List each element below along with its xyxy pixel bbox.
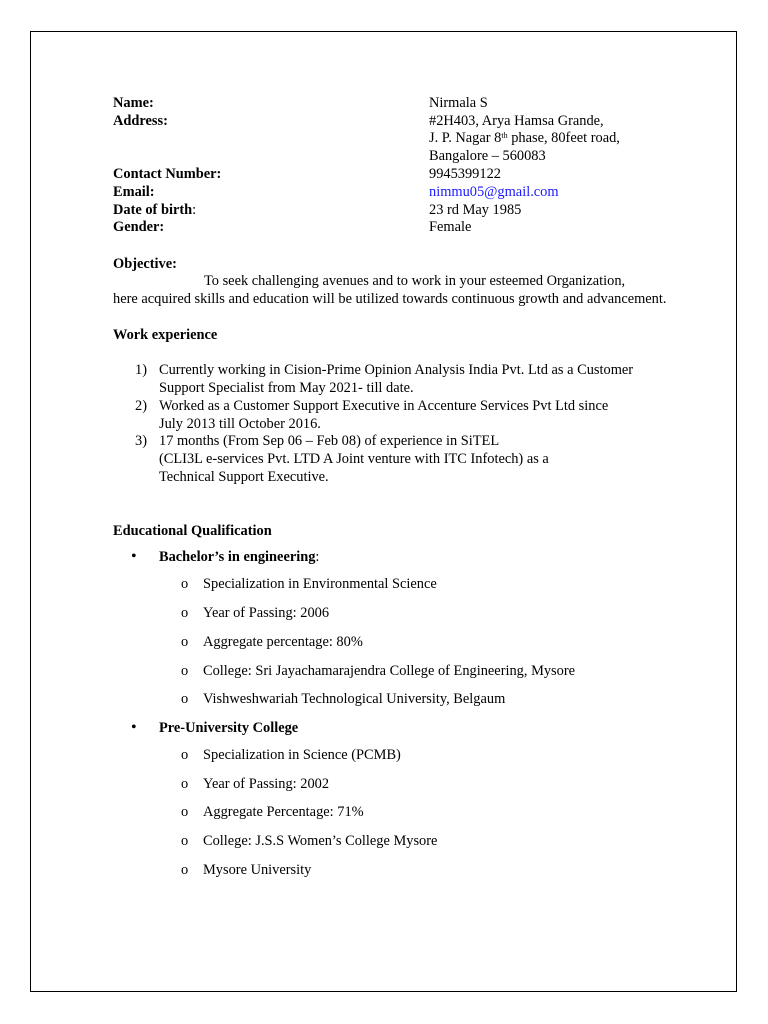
work-item-number: 2) bbox=[135, 398, 147, 414]
objective-line2: here acquired skills and education will be utilized towards continuous growth and advancement. bbox=[113, 291, 667, 307]
education-group-title bbox=[159, 719, 298, 737]
bullet-icon: • bbox=[131, 548, 137, 565]
sub-bullet-icon: o bbox=[181, 663, 189, 679]
education-item-text: Mysore University bbox=[203, 862, 312, 878]
work-item-number: 1) bbox=[135, 362, 147, 378]
address-line2 bbox=[429, 129, 620, 147]
education-group-title-suffix: : bbox=[315, 549, 320, 565]
education-item-text: Specialization in Science (PCMB) bbox=[203, 747, 401, 763]
objective-line1: To seek challenging avenues and to work in your esteemed Organization, bbox=[204, 273, 626, 289]
education-item-text: College: J.S.S Women’s College Mysore bbox=[203, 833, 438, 849]
address-line3: Bangalore – 560083 bbox=[429, 148, 546, 164]
dob-label bbox=[113, 201, 196, 219]
name-value: Nirmala S bbox=[429, 95, 488, 111]
education-item-text: Aggregate percentage: 80% bbox=[203, 634, 363, 650]
sub-bullet-icon: o bbox=[181, 747, 189, 763]
education-item-text: Specialization in Environmental Science bbox=[203, 576, 437, 592]
education-group-title bbox=[159, 548, 319, 566]
sub-bullet-icon: o bbox=[181, 776, 189, 792]
work-item-line: Support Specialist from May 2021- till date. bbox=[159, 380, 414, 396]
dob-label-text: Date of birth bbox=[113, 202, 193, 218]
sub-bullet-icon: o bbox=[181, 576, 189, 592]
work-item-number: 3) bbox=[135, 433, 147, 449]
education-heading: Educational Qualification bbox=[113, 523, 272, 539]
education-item-text: College: Sri Jayachamarajendra College of Engineering, Mysore bbox=[203, 663, 576, 679]
address-line1: #2H403, Arya Hamsa Grande, bbox=[429, 113, 604, 129]
work-heading: Work experience bbox=[113, 327, 218, 343]
dob-value: 23 rd May 1985 bbox=[429, 202, 522, 218]
address-line2-post: phase, 80feet road, bbox=[507, 130, 620, 146]
address-line2-sup: th bbox=[501, 131, 508, 140]
education-group-title-text: Bachelor’s in engineering bbox=[159, 549, 316, 565]
education-item-text: Year of Passing: 2002 bbox=[203, 776, 330, 792]
email-link[interactable]: nimmu05@gmail.com bbox=[429, 184, 559, 200]
sub-bullet-icon: o bbox=[181, 634, 189, 650]
work-item-line: July 2013 till October 2016. bbox=[159, 416, 321, 432]
objective-heading: Objective: bbox=[113, 256, 177, 272]
address-line2-pre: J. P. Nagar 8 bbox=[429, 130, 502, 146]
education-group-title-text: Pre-University College bbox=[159, 720, 299, 736]
work-item-line: (CLI3L e-services Pvt. LTD A Joint venture with ITC Infotech) as a bbox=[159, 451, 549, 467]
bullet-icon: • bbox=[131, 719, 137, 736]
dob-colon: : bbox=[192, 202, 197, 218]
education-item-text: Vishweshwariah Technological University, Belgaum bbox=[203, 691, 506, 707]
name-label: Name: bbox=[113, 95, 154, 111]
work-item-line: 17 months (From Sep 06 – Feb 08) of experience in SiTEL bbox=[159, 433, 500, 449]
email-label: Email: bbox=[113, 184, 155, 200]
sub-bullet-icon: o bbox=[181, 605, 189, 621]
contact-value: 9945399122 bbox=[429, 166, 501, 182]
gender-value: Female bbox=[429, 219, 472, 235]
education-item-text: Year of Passing: 2006 bbox=[203, 605, 330, 621]
education-item-text: Aggregate Percentage: 71% bbox=[203, 804, 364, 820]
sub-bullet-icon: o bbox=[181, 833, 189, 849]
gender-label: Gender: bbox=[113, 219, 165, 235]
work-item-line: Technical Support Executive. bbox=[159, 469, 329, 485]
address-label: Address: bbox=[113, 113, 168, 129]
contact-label: Contact Number: bbox=[113, 166, 222, 182]
work-item-line: Currently working in Cision-Prime Opinion Analysis India Pvt. Ltd as a Customer bbox=[159, 362, 634, 378]
sub-bullet-icon: o bbox=[181, 862, 189, 878]
work-item-line: Worked as a Customer Support Executive in Accenture Services Pvt Ltd since bbox=[159, 398, 609, 414]
sub-bullet-icon: o bbox=[181, 804, 189, 820]
sub-bullet-icon: o bbox=[181, 691, 189, 707]
